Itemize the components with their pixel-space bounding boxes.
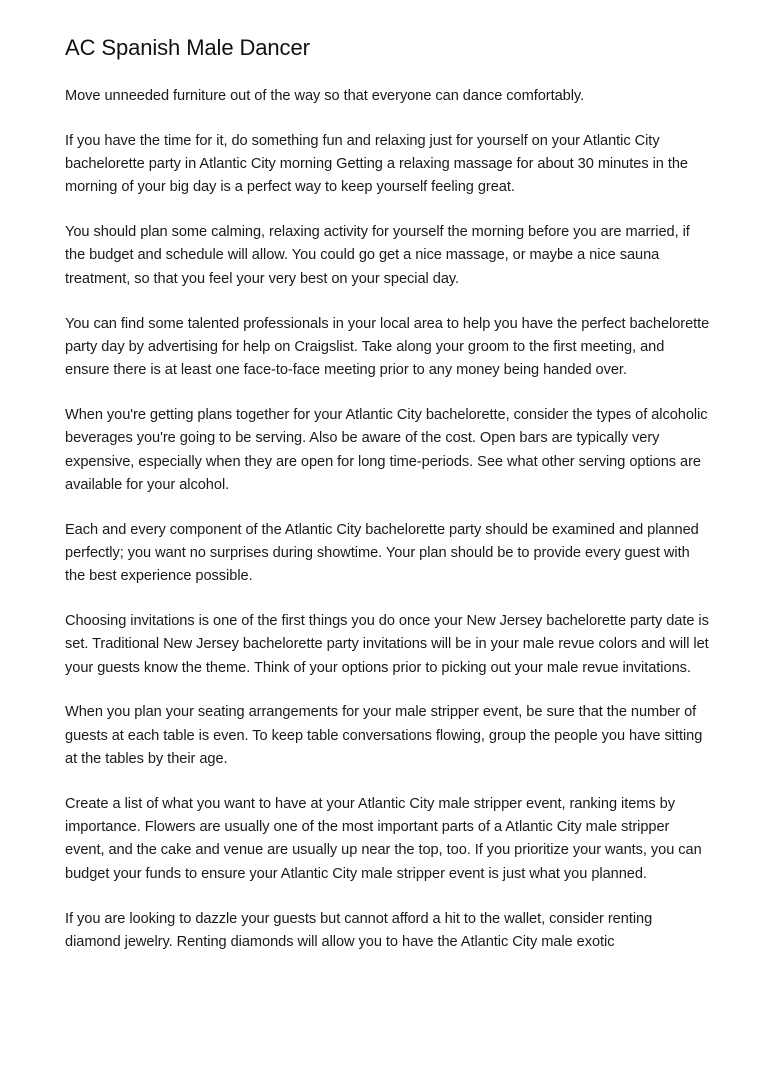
- paragraph: If you have the time for it, do something fun and relaxing just for yourself on your Atlantic City bachelorette party in Atlantic City morning Getting a relaxing massage for about 30 minutes in the morning of your big day is a perfect way to keep yourself feeling great.: [65, 132, 688, 196]
- paragraph: You can find some talented professionals in your local area to help you have the perfect bachelorette party day by advertising for help on Craigslist. Take along your groom to the first meeting, and ensure there is at least one face-to-face meeting prior to any money being handed over.: [65, 315, 710, 379]
- paragraph: If you are looking to dazzle your guests but cannot afford a hit to the wallet, consider renting diamond jewelry. Renting diamonds will allow you to have the Atlantic City male exotic: [65, 910, 653, 950]
- document-page: [65, 34, 710, 976]
- paragraph: Each and every component of the Atlantic City bachelorette party should be examined and planned perfectly; you want no surprises during showtime. Your plan should be to provide every guest with the best experience possible.: [65, 521, 699, 585]
- paragraph: When you're getting plans together for your Atlantic City bachelorette, consider the types of alcoholic beverages you're going to be serving. Also be aware of the cost. Open bars are typically very expensive, especially when they are open for long time-periods. See what other serving options are available for your alcohol.: [65, 406, 708, 493]
- paragraph: Move unneeded furniture out of the way so that everyone can dance comfortably.: [65, 88, 585, 104]
- paragraph: You should plan some calming, relaxing activity for yourself the morning before you are married, if the budget and schedule will allow. You could go get a nice massage, or maybe a nice sauna treatment, so that you feel your very best on your special day.: [65, 224, 690, 287]
- document-title: AC Spanish Male Dancer: [65, 35, 310, 60]
- paragraph: When you plan your seating arrangements for your male stripper event, be sure that the number of guests at each table is even. To keep table conversations flowing, group the people you have sitting at the tables by their age.: [65, 704, 703, 768]
- paragraph: Create a list of what you want to have at your Atlantic City male stripper event, ranking items by importance. Flowers are usually one of the most important parts of a Atlantic City male stripper event, and the cake and venue are usually up near the top, too. If you prioritize your wants, you can budget your funds to ensure your Atlantic City male stripper event is just what you planned.: [65, 795, 702, 882]
- paragraph: Choosing invitations is one of the first things you do once your New Jersey bachelorette party date is set. Traditional New Jersey bachelorette party invitations will be in your male revue colors and will let your guests know the theme. Think of your options prior to picking out your male revue invitations.: [65, 613, 709, 676]
